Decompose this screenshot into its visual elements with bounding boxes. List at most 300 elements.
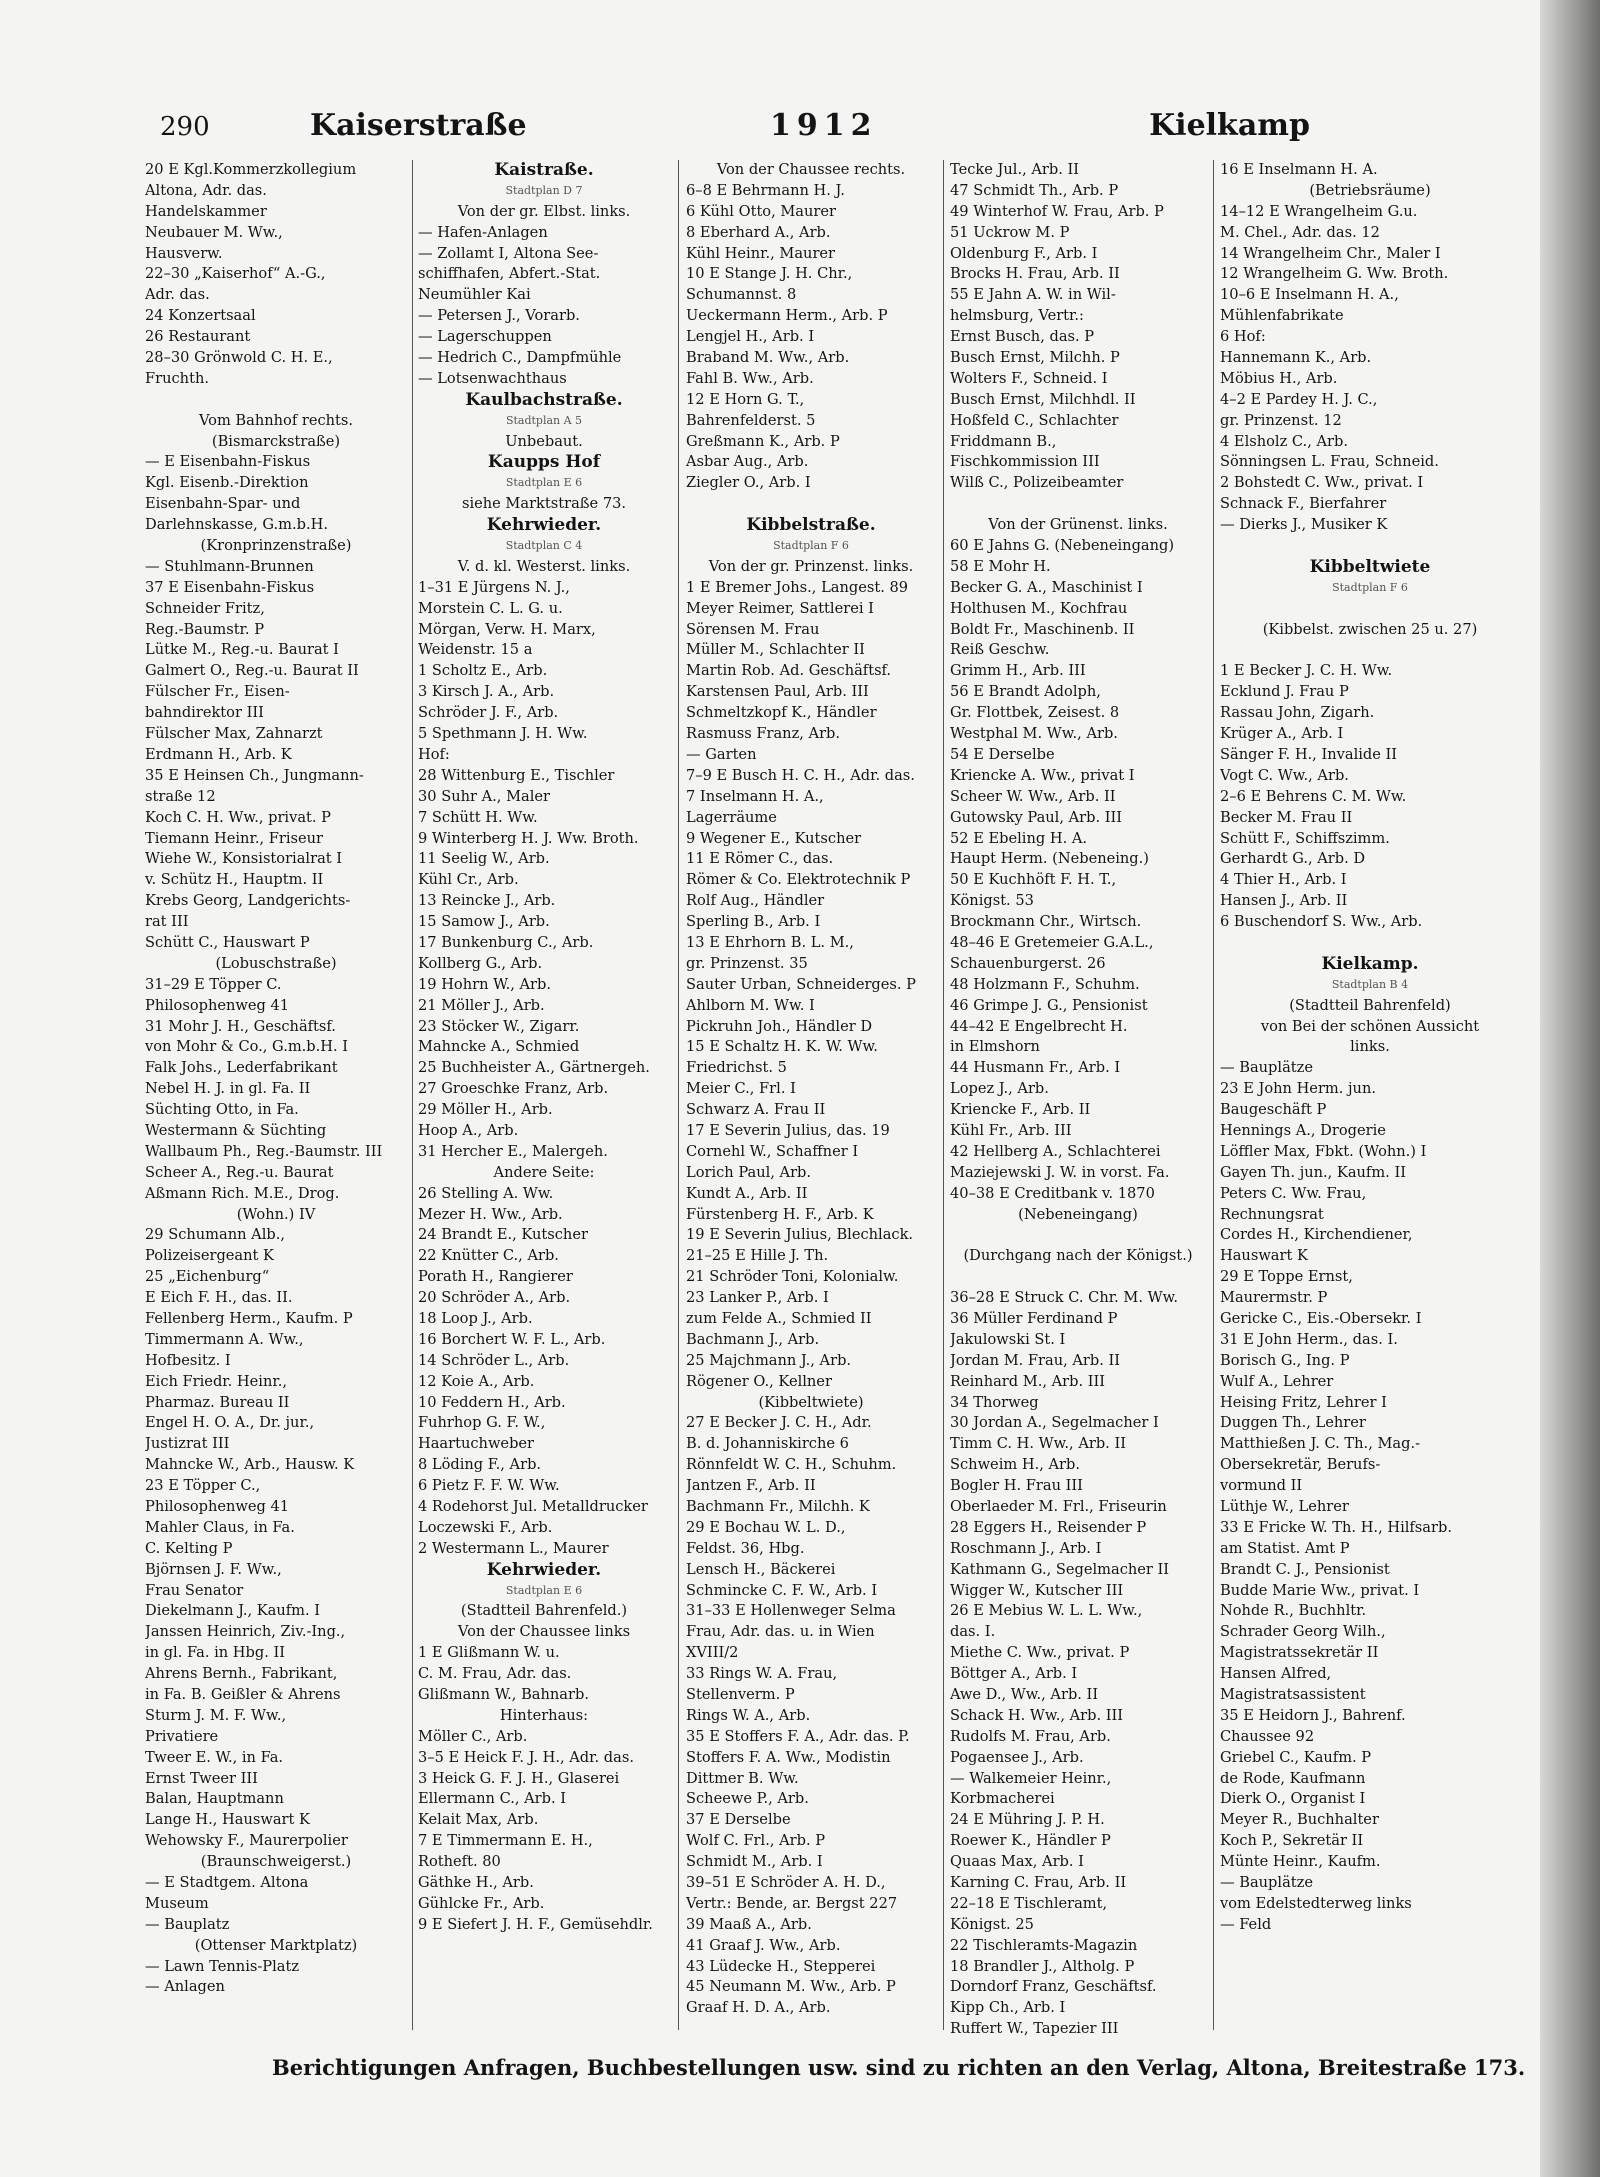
directory-entry: Oberlaeder M. Frl., Friseurin (950, 1498, 1167, 1515)
directory-entry: Wigger W., Kutscher III (950, 1581, 1124, 1599)
street-heading: Kehrwieder. (486, 515, 602, 536)
directory-entry: Fülscher Max, Zahnarzt (145, 725, 323, 743)
directory-entry: Greßmann K., Arb. P (686, 432, 840, 450)
directory-entry: straße 12 (145, 787, 216, 805)
directory-entry: Weidenstr. 15 a (418, 641, 533, 659)
directory-entry (145, 390, 407, 411)
directory-entry: Lopez J., Arb. (950, 1080, 1049, 1098)
directory-entry: 9 E Siefert J. H. F., Gemüsehdlr. (418, 1915, 653, 1933)
directory-entry: 26 E Mebius W. L. L. Ww., (950, 1602, 1143, 1620)
directory-entry: Brocks H. Frau, Arb. II (950, 265, 1120, 283)
directory-entry: 20 Schröder A., Arb. (418, 1289, 571, 1307)
directory-entry: Roschmann J., Arb. I (950, 1539, 1102, 1557)
directory-entry: 23 E Töpper C., (145, 1477, 261, 1495)
directory-entry: M. Chel., Adr. das. 12 (1220, 223, 1380, 241)
directory-entry: 43 Lüdecke H., Stepperei (686, 1957, 876, 1975)
directory-entry: Rudolfs M. Frau, Arb. (950, 1727, 1111, 1745)
section-note: Andere Seite: (493, 1163, 595, 1181)
directory-entry: Feldst. 36, Hbg. (686, 1539, 805, 1557)
directory-entry: 19 E Severin Julius, Blechlack. (686, 1226, 914, 1244)
directory-entry: 36 Müller Ferdinand P (950, 1309, 1118, 1327)
directory-entry (950, 1267, 1206, 1288)
directory-entry: — Petersen J., Vorarb. (418, 307, 580, 325)
directory-entry: Schumannst. 8 (686, 286, 797, 304)
directory-entry: 55 E Jahn A. W. in Wil- (950, 286, 1116, 304)
directory-entry: — Bauplätze (1220, 1874, 1313, 1892)
directory-entry: 48 Holzmann F., Schuhm. (950, 975, 1140, 993)
directory-entry: 22 Knütter C., Arb. (418, 1247, 559, 1265)
directory-entry: — Walkemeier Heinr., (950, 1769, 1112, 1787)
directory-entry: Darlehnskasse, G.m.b.H. (145, 516, 329, 534)
directory-entry: Cordes H., Kirchendiener, (1220, 1226, 1413, 1244)
directory-entry: Bogler H. Frau III (950, 1477, 1083, 1495)
directory-entry: Hennings A., Drogerie (1220, 1121, 1386, 1139)
directory-entry: Fruchth. (145, 369, 209, 387)
section-note: Vom Bahnhof rechts. (198, 411, 354, 429)
directory-entry: Kathmann G., Segelmacher II (950, 1560, 1170, 1578)
directory-entry: Asbar Aug., Arb. (686, 453, 809, 471)
section-note: (Nebeneingang) (1018, 1205, 1138, 1223)
directory-entry: Gühlcke Fr., Arb. (418, 1894, 545, 1912)
directory-entry: Gr. Flottbek, Zeisest. 8 (950, 704, 1120, 722)
directory-entry: 6 Pietz F. F. W. Ww. (418, 1477, 560, 1495)
directory-entry: Kollberg G., Arb. (418, 954, 543, 972)
directory-entry: 10 E Stange J. H. Chr., (686, 265, 853, 283)
directory-entry: Baugeschäft P (1220, 1101, 1327, 1119)
directory-entry: Mahncke W., Arb., Hausw. K (145, 1456, 355, 1474)
directory-entry: Westphal M. Ww., Arb. (950, 725, 1118, 743)
directory-entry: 23 Lanker P., Arb. I (686, 1289, 829, 1307)
directory-entry: 24 E Mühring J. P. H. (950, 1811, 1105, 1829)
directory-entry: Meyer R., Buchhalter (1220, 1811, 1379, 1829)
directory-entry: Pogaensee J., Arb. (950, 1748, 1084, 1766)
directory-entry: Möbius H., Arb. (1220, 369, 1338, 387)
directory-entry: Westermann & Süchting (145, 1121, 327, 1139)
directory-entry: 15 E Schaltz H. K. W. Ww. (686, 1038, 878, 1056)
directory-entry: Hansen Alfred, (1220, 1665, 1332, 1683)
directory-entry: Timm C. H. Ww., Arb. II (950, 1435, 1126, 1453)
directory-entry: 60 E Jahns G. (Nebeneingang) (950, 537, 1175, 555)
directory-entry: Dorndorf Franz, Geschäftsf. (950, 1978, 1157, 1996)
directory-entry: Ernst Tweer III (145, 1769, 258, 1787)
directory-entry: — Bauplätze (1220, 1059, 1313, 1077)
directory-entry (1220, 933, 1520, 954)
directory-entry: Wehowsky F., Maurerpolier (145, 1832, 348, 1850)
left-street-title: Kaiserstraße (310, 108, 527, 143)
directory-entry: Maurermstr. P (1220, 1289, 1328, 1307)
directory-entry: Sauter Urban, Schneiderges. P (686, 975, 917, 993)
section-note: Von der Chaussee links (457, 1623, 631, 1641)
directory-entry: Mezer H. Ww., Arb. (418, 1205, 563, 1223)
directory-entry (1220, 536, 1520, 557)
section-note: Von der gr. Elbst. links. (457, 202, 631, 220)
street-heading: Kibbelstraße. (746, 515, 876, 536)
directory-entry: 26 Stelling A. Ww. (418, 1184, 554, 1202)
directory-entry: 46 Grimpe J. G., Pensionist (950, 996, 1148, 1014)
directory-entry: Wulf A., Lehrer (1220, 1372, 1334, 1390)
directory-entry: 39 Maaß A., Arb. (686, 1915, 812, 1933)
directory-entry: 34 Thorweg (950, 1393, 1039, 1411)
directory-entry: Rechnungsrat (1220, 1205, 1324, 1223)
directory-entry: Hoßfeld C., Schlachter (950, 411, 1119, 429)
directory-entry: 33 E Fricke W. Th. H., Hilfsarb. (1220, 1518, 1452, 1536)
directory-entry: — Hafen-Anlagen (418, 223, 548, 241)
directory-entry: Ahrens Bernh., Fabrikant, (145, 1665, 338, 1683)
directory-entry: 42 Hellberg A., Schlachterei (950, 1142, 1161, 1160)
directory-entry: Sperling B., Arb. I (686, 913, 821, 931)
directory-entry: Schütt F., Schiffszimm. (1220, 829, 1390, 847)
directory-entry: 27 E Becker J. C. H., Adr. (686, 1414, 872, 1432)
section-note: (Wohn.) IV (236, 1205, 316, 1223)
directory-entry: 52 E Ebeling H. A. (950, 829, 1088, 847)
directory-entry: Hauswart K (1220, 1247, 1308, 1265)
year-title: 1912 (770, 108, 878, 143)
directory-entry: Schauenburgerst. 26 (950, 954, 1106, 972)
directory-entry: Wilß C., Polizeibeamter (950, 474, 1124, 492)
directory-entry: — Lotsenwachthaus (418, 369, 567, 387)
directory-entry: — Anlagen (145, 1978, 225, 1996)
directory-entry: Jakulowski St. I (950, 1330, 1066, 1348)
directory-entry: Sänger F. H., Invalide II (1220, 745, 1398, 763)
directory-entry: Wolf C. Frl., Arb. P (686, 1832, 826, 1850)
directory-entry: 7 Inselmann H. A., (686, 787, 824, 805)
directory-entry: 4 Rodehorst Jul. Metalldrucker (418, 1498, 648, 1515)
directory-entry: 35 E Heinsen Ch., Jungmann- (145, 766, 364, 784)
directory-entry: Tiemann Heinr., Friseur (145, 829, 324, 847)
section-note: Von der Grünenst. links. (988, 516, 1168, 534)
directory-entry: — E Eisenbahn-Fiskus (145, 453, 311, 471)
directory-entry: Fischkommission III (950, 453, 1100, 471)
directory-entry: Ecklund J. Frau P (1220, 683, 1349, 701)
directory-entry (686, 494, 936, 515)
directory-entry: vom Edelstedterweg links (1220, 1894, 1412, 1912)
directory-entry: Chaussee 92 (1220, 1727, 1315, 1745)
directory-entry: Karstensen Paul, Arb. III (686, 683, 869, 701)
directory-entry: Braband M. Ww., Arb. (686, 349, 850, 367)
directory-entry: Becker M. Frau II (1220, 808, 1353, 826)
directory-entry: Matthießen J. C. Th., Mag.- (1220, 1435, 1421, 1453)
directory-entry: Frau, Adr. das. u. in Wien (686, 1623, 875, 1641)
directory-entry: Obersekretär, Berufs- (1220, 1456, 1381, 1474)
directory-entry: — Hedrich C., Dampfmühle (418, 349, 622, 367)
directory-entry: 15 Samow J., Arb. (418, 913, 550, 931)
directory-entry: Miethe C. Ww., privat. P (950, 1644, 1130, 1662)
directory-entry: Borisch G., Ing. P (1220, 1351, 1350, 1369)
directory-entry: Morstein C. L. G. u. (418, 599, 563, 617)
directory-entry: Duggen Th., Lehrer (1220, 1414, 1366, 1432)
directory-entry: Lengjel H., Arb. I (686, 328, 815, 346)
directory-entry: Friddmann B., (950, 432, 1057, 450)
directory-entry: 3 Heick G. F. J. H., Glaserei (418, 1769, 620, 1787)
directory-entry: 18 Loop J., Arb. (418, 1309, 533, 1327)
directory-entry: gr. Prinzenst. 35 (686, 954, 808, 972)
directory-entry: 10–6 E Inselmann H. A., (1220, 286, 1399, 304)
directory-entry: B. d. Johanniskirche 6 (686, 1435, 849, 1453)
directory-entry: Kgl. Eisenb.-Direktion (145, 474, 309, 492)
directory-entry: Kundt A., Arb. II (686, 1184, 808, 1202)
directory-entry: Quaas Max, Arb. I (950, 1853, 1084, 1871)
directory-entry: Gutowsky Paul, Arb. III (950, 808, 1123, 826)
directory-entry: Schmidt M., Arb. I (686, 1853, 823, 1871)
directory-entry: Schack H. Ww., Arb. III (950, 1706, 1124, 1724)
directory-entry: Philosophenweg 41 (145, 996, 290, 1014)
book-binding-shadow (1540, 0, 1600, 2177)
directory-entry: Neubauer M. Ww., (145, 223, 283, 241)
street-heading: Kehrwieder. (486, 1559, 602, 1580)
directory-entry: 11 Seelig W., Arb. (418, 850, 550, 868)
directory-entry: schiffhafen, Abfert.-Stat. (418, 265, 601, 283)
directory-entry: Reg.-Baumstr. P (145, 620, 265, 638)
section-note: Unbebaut. (505, 432, 583, 450)
directory-entry: vormund II (1220, 1477, 1303, 1495)
directory-entry: Kriencke A. Ww., privat I (950, 766, 1135, 784)
map-reference: Stadtplan B 4 (1331, 977, 1409, 991)
directory-entry: E Eich F. H., das. II. (145, 1289, 293, 1307)
directory-entry: helmsburg, Vertr.: (950, 307, 1084, 325)
section-note: von Bei der schönen Aussicht (1260, 1017, 1480, 1035)
directory-entry: Vertr.: Bende, ar. Bergst 227 (686, 1894, 898, 1912)
directory-entry: Neumühler Kai (418, 286, 531, 304)
map-reference: Stadtplan E 6 (505, 1583, 583, 1597)
section-note: (Braunschweigerst.) (200, 1853, 352, 1871)
directory-entry: Schmincke C. F. W., Arb. I (686, 1581, 878, 1599)
section-note: V. d. kl. Westerst. links. (457, 557, 631, 575)
directory-entry: 1–31 E Jürgens N. J., (418, 578, 570, 596)
directory-entry: gr. Prinzenst. 12 (1220, 411, 1342, 429)
section-note: (Ottenser Marktplatz) (194, 1936, 358, 1954)
directory-entry: Rassau John, Zigarh. (1220, 704, 1375, 722)
section-note: Hinterhaus: (499, 1706, 589, 1724)
street-heading: Kaulbachstraße. (465, 389, 623, 410)
directory-entry: Kipp Ch., Arb. I (950, 1999, 1066, 2017)
directory-entry: Busch Ernst, Milchh. P (950, 349, 1120, 367)
directory-entry: Schrader Georg Wilh., (1220, 1623, 1386, 1641)
directory-entry: Loczewski F., Arb. (418, 1518, 553, 1536)
directory-entry: Meier C., Frl. I (686, 1080, 796, 1098)
directory-entry: 5 Spethmann J. H. Ww. (418, 725, 588, 743)
directory-entry: Tweer E. W., in Fa. (145, 1748, 284, 1766)
directory-entry: XVIII/2 (686, 1644, 739, 1662)
directory-entry: Martin Rob. Ad. Geschäftsf. (686, 662, 892, 680)
directory-entry: 19 Hohrn W., Arb. (418, 975, 551, 993)
directory-entry: Fellenberg Herm., Kaufm. P (145, 1309, 353, 1327)
directory-entry: Fürstenberg H. F., Arb. K (686, 1205, 874, 1223)
directory-entry: Polizeisergeant K (145, 1247, 274, 1265)
directory-entry: 50 E Kuchhöft F. H. T., (950, 871, 1117, 889)
directory-entry: Schwarz A. Frau II (686, 1101, 826, 1119)
directory-entry: Glißmann W., Bahnarb. (418, 1686, 589, 1704)
directory-entry: 12 E Horn G. T., (686, 390, 805, 408)
directory-entry: Friedrichst. 5 (686, 1059, 787, 1077)
directory-entry: Oldenburg F., Arb. I (950, 244, 1098, 262)
directory-entry: 29 Schumann Alb., (145, 1226, 285, 1244)
directory-entry: Gericke C., Eis.-Obersekr. I (1220, 1309, 1422, 1327)
directory-entry: Lorich Paul, Arb. (686, 1163, 812, 1181)
directory-entry: Koch P., Sekretär II (1220, 1832, 1364, 1850)
directory-entry: 2 Westermann L., Maurer (418, 1539, 609, 1557)
directory-entry: Schröder J. F., Arb. (418, 704, 559, 722)
directory-entry: C. M. Frau, Adr. das. (418, 1665, 572, 1683)
directory-entry: Pharmaz. Bureau II (145, 1393, 290, 1411)
directory-entry: — Bauplatz (145, 1915, 230, 1933)
directory-entry: Eisenbahn-Spar- und (145, 495, 301, 513)
directory-entry: 23 E John Herm. jun. (1220, 1080, 1376, 1098)
directory-entry: Haartuchweber (418, 1435, 535, 1453)
column-3 (686, 160, 936, 2040)
directory-entry: Erdmann H., Arb. K (145, 745, 292, 763)
directory-entry: 14 Wrangelheim Chr., Maler I (1220, 244, 1441, 262)
directory-entry: Stoffers F. A. Ww., Modistin (686, 1748, 891, 1766)
directory-entry: Frau Senator (145, 1581, 244, 1599)
directory-entry: Scheer W. Ww., Arb. II (950, 787, 1116, 805)
directory-entry: 21–25 E Hille J. Th. (686, 1247, 829, 1265)
directory-entry: Rönnfeldt W. C. H., Schuhm. (686, 1456, 897, 1474)
column-divider (1213, 160, 1214, 2030)
directory-entry: 56 E Brandt Adolph, (950, 683, 1101, 701)
directory-entry: 40–38 E Creditbank v. 1870 (950, 1184, 1155, 1202)
directory-entry: Magistratsassistent (1220, 1686, 1366, 1704)
directory-entry: 28–30 Grönwold C. H. E., (145, 349, 333, 367)
directory-entry: — Lawn Tennis-Platz (145, 1957, 300, 1975)
directory-entry: Björnsen J. F. Ww., (145, 1560, 282, 1578)
directory-entry: Hof: (418, 745, 450, 763)
column-4 (950, 160, 1206, 2040)
column-divider (678, 160, 679, 2030)
directory-entry: 25 Majchmann J., Arb. (686, 1351, 852, 1369)
directory-entry: Justizrat III (145, 1435, 230, 1453)
directory-entry: 31–29 E Töpper C. (145, 975, 282, 993)
directory-entry: Kühl Fr., Arb. III (950, 1121, 1072, 1139)
directory-entry: 4 Thier H., Arb. I (1220, 871, 1347, 889)
directory-entry: Magistratssekretär II (1220, 1644, 1379, 1662)
street-heading: Kaistraße. (494, 160, 594, 180)
directory-entry: das. I. (950, 1623, 996, 1641)
directory-entry: 31 Hercher E., Malergeh. (418, 1142, 608, 1160)
directory-entry: Fülscher Fr., Eisen- (145, 683, 290, 701)
directory-entry: 1 Scholtz E., Arb. (418, 662, 548, 680)
directory-entry: 6 Buschendorf S. Ww., Arb. (1220, 913, 1423, 931)
directory-entry: 13 E Ehrhorn B. L. M., (686, 933, 854, 951)
directory-entry: Janssen Heinrich, Ziv.-Ing., (145, 1623, 346, 1641)
directory-entry: Bahrenfelderst. 5 (686, 411, 816, 429)
directory-entry (1220, 599, 1520, 620)
directory-entry: 12 Koie A., Arb. (418, 1372, 535, 1390)
directory-entry: 45 Neumann M. Ww., Arb. P (686, 1978, 896, 1996)
section-note: (Bismarckstraße) (211, 432, 341, 450)
directory-entry: Schnack F., Bierfahrer (1220, 495, 1387, 513)
directory-entry: 1 E Becker J. C. H. Ww. (1220, 662, 1393, 680)
directory-entry: Becker G. A., Maschinist I (950, 578, 1143, 596)
directory-entry: Timmermann A. Ww., (145, 1330, 304, 1348)
directory-entry: Schütt C., Hauswart P (145, 933, 310, 951)
directory-entry: Jantzen F., Arb. II (686, 1477, 816, 1495)
directory-entry: Engel H. O. A., Dr. jur., (145, 1414, 315, 1432)
directory-entry: Bachmann Fr., Milchh. K (686, 1498, 870, 1515)
directory-entry: 13 Reincke J., Arb. (418, 892, 556, 910)
directory-entry: Sörensen M. Frau (686, 620, 820, 638)
directory-entry: am Statist. Amt P (1220, 1539, 1350, 1557)
directory-entry: 3 Kirsch J. A., Arb. (418, 683, 555, 701)
directory-entry: Kühl Heinr., Maurer (686, 244, 836, 262)
directory-entry: Brandt C. J., Pensionist (1220, 1560, 1390, 1578)
directory-entry: Königst. 53 (950, 892, 1034, 910)
directory-entry: zum Felde A., Schmied II (686, 1309, 872, 1327)
directory-entry: Sturm J. M. F. Ww., (145, 1706, 287, 1724)
directory-entry (950, 1225, 1206, 1246)
directory-entry: Möller C., Arb. (418, 1727, 528, 1745)
directory-entry: 4 Elsholz C., Arb. (1220, 432, 1348, 450)
directory-entry: 14–12 E Wrangelheim G.u. (1220, 202, 1418, 220)
directory-entry: Haupt Herm. (Nebeneing.) (950, 850, 1149, 868)
directory-entry: 33 Rings W. A. Frau, (686, 1665, 838, 1683)
directory-entry: 3–5 E Heick F. J. H., Adr. das. (418, 1748, 634, 1766)
directory-entry: Ziegler O., Arb. I (686, 474, 811, 492)
directory-entry: 20 E Kgl.Kommerzkollegium (145, 161, 357, 178)
section-note: links. (1350, 1038, 1390, 1056)
directory-entry: Pickruhn Joh., Händler D (686, 1017, 873, 1035)
directory-entry: 24 Konzertsaal (145, 307, 256, 325)
section-note: (Kibbeltwiete) (758, 1393, 864, 1411)
directory-entry: 2–6 E Behrens C. M. Ww. (1220, 787, 1407, 805)
directory-entry: Müller M., Schlachter II (686, 641, 865, 659)
directory-entry: Rasmuss Franz, Arb. (686, 725, 841, 743)
directory-entry: Heising Fritz, Lehrer I (1220, 1393, 1387, 1411)
section-note: (Stadtteil Bahrenfeld.) (460, 1602, 628, 1620)
directory-entry: Graaf H. D. A., Arb. (686, 1999, 831, 2017)
directory-entry: 47 Schmidt Th., Arb. P (950, 181, 1119, 199)
directory-entry: Koch C. H. Ww., privat. P (145, 808, 332, 826)
directory-entry: Busch Ernst, Milchhdl. II (950, 390, 1136, 408)
page-number: 290 (160, 112, 210, 142)
directory-entry: Römer & Co. Elektrotechnik P (686, 871, 911, 889)
directory-entry: — Zollamt I, Altona See- (418, 244, 599, 262)
section-note: (Kibbelst. zwischen 25 u. 27) (1262, 620, 1478, 638)
directory-entry: 28 Eggers H., Reisender P (950, 1518, 1147, 1536)
directory-entry: 54 E Derselbe (950, 745, 1055, 763)
directory-entry: 41 Graaf J. Ww., Arb. (686, 1936, 841, 1954)
directory-entry: 6 Hof: (1220, 328, 1266, 346)
directory-entry: Peters C. Ww. Frau, (1220, 1184, 1367, 1202)
directory-entry: 37 E Derselbe (686, 1811, 791, 1829)
directory-entry: Scheewe P., Arb. (686, 1790, 809, 1808)
directory-entry: 12 Wrangelheim G. Ww. Broth. (1220, 265, 1449, 283)
directory-entry: Bachmann J., Arb. (686, 1330, 820, 1348)
directory-entry: Schmeltzkopf K., Händler (686, 704, 877, 722)
directory-entry: Maziejewski J. W. in vorst. Fa. (950, 1163, 1170, 1181)
directory-entry: 51 Uckrow M. P (950, 223, 1070, 241)
directory-entry: Falk Johs., Lederfabrikant (145, 1059, 338, 1077)
directory-entry: Kühl Cr., Arb. (418, 871, 519, 889)
directory-entry: 18 Brandler J., Altholg. P (950, 1957, 1135, 1975)
directory-entry: Brockmann Chr., Wirtsch. (950, 913, 1142, 931)
directory-entry: Nebel H. J. in gl. Fa. II (145, 1080, 311, 1098)
directory-entry: 6–8 E Behrmann H. J. (686, 181, 845, 199)
directory-entry: 31 E John Herm., das. I. (1220, 1330, 1398, 1348)
directory-entry: Krüger A., Arb. I (1220, 725, 1344, 743)
column-divider (412, 160, 413, 2030)
directory-entry: Aßmann Rich. M.E., Drog. (145, 1184, 340, 1202)
directory-entry: Tecke Jul., Arb. II (950, 161, 1080, 178)
directory-entry: Lütke M., Reg.-u. Baurat I (145, 641, 339, 659)
directory-entry: 22–18 E Tischleramt, (950, 1894, 1108, 1912)
directory-entry: 17 Bunkenburg C., Arb. (418, 933, 594, 951)
directory-entry: 8 Eberhard A., Arb. (686, 223, 831, 241)
map-reference: Stadtplan C 4 (505, 539, 583, 553)
directory-entry: Cornehl W., Schaffner I (686, 1142, 859, 1160)
directory-entry: rat III (145, 913, 189, 931)
directory-entry: Nohde R., Buchhltr. (1220, 1602, 1367, 1620)
directory-entry (950, 494, 1206, 515)
